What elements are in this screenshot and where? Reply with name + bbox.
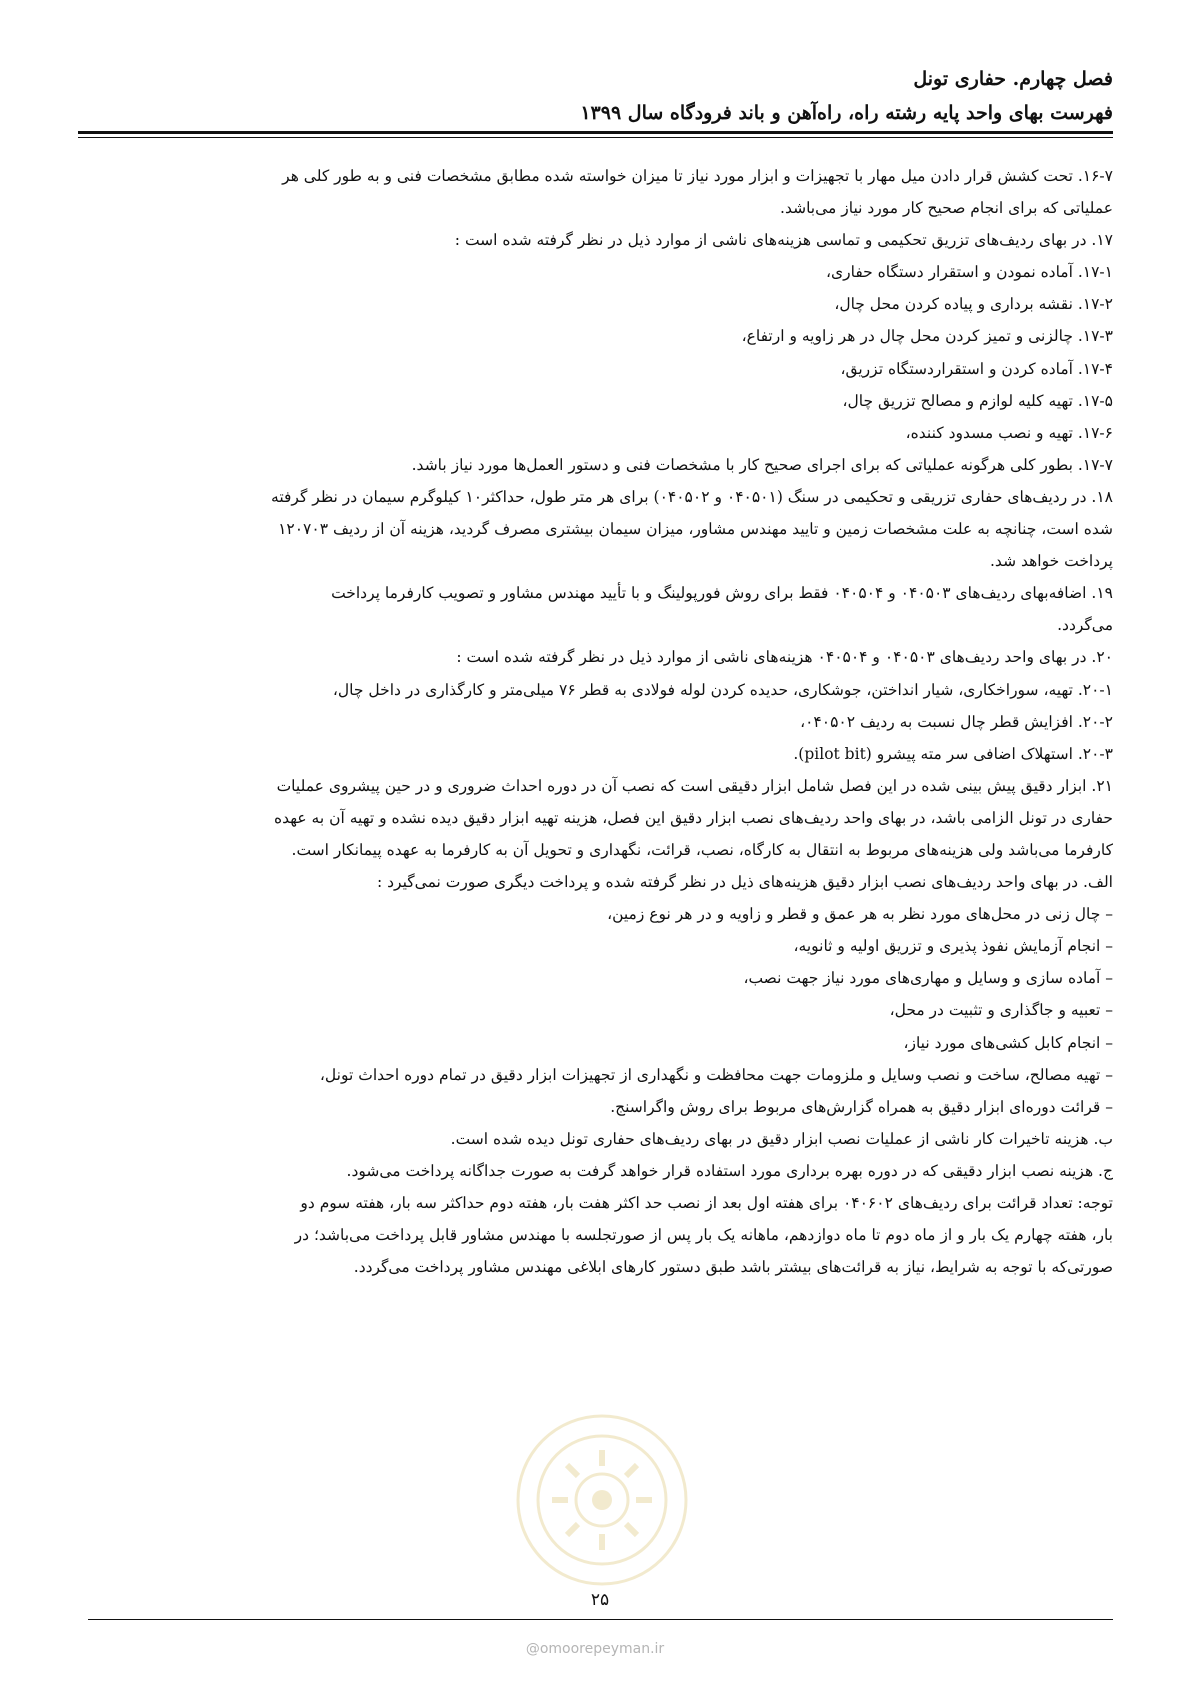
document-body xyxy=(78,160,1113,1283)
text-line: پرداخت خواهد شد. xyxy=(990,552,1113,571)
text-line: ۱۹. اضافه‌بهای ردیف‌های ۰۴۰۵۰۳ و ۰۴۰۵۰۴ فقط برای روش فورپولینگ و با تأیید مهندس مشاور و تصویب کارفرما پرداخت xyxy=(331,584,1113,603)
text-line: ۱۷-۵. تهیه کلیه لوازم و مصالح تزریق چال، xyxy=(842,391,1113,410)
text-line: ۱۶-۷. تحت کشش قرار دادن میل مهار با تجهیزات و ابزار مورد نیاز تا میزان خواسته شده مطابق مشخصات فنی و به طور کلی هر xyxy=(282,167,1113,185)
text-line: – تعبیه و جاگذاری و تثبیت در محل، xyxy=(889,1001,1113,1020)
text-line: حفاری در تونل الزامی باشد، در بهای واحد ردیف‌های نصب ابزار دقیق این فصل، هزینه تهیه ابزار دقیق دیده نشده و تهیه آن به عهده xyxy=(273,808,1113,827)
text-line: ۱۷-۲. نقشه برداری و پیاده کردن محل چال، xyxy=(834,295,1113,314)
text-line: بار، هفته چهارم یک بار و از ماه دوم تا ماه دوازدهم، ماهانه یک بار پس از صورتجلسه با مهندس مشاور قابل پرداخت می‌باشد؛ در xyxy=(294,1226,1113,1245)
text-line: – قرائت دوره‌ای ابزار دقیق به همراه گزارش‌های مربوط برای روش واگراسنج. xyxy=(610,1097,1113,1116)
chapter-title: فصل چهارم. حفاری تونل xyxy=(913,68,1113,90)
text-line: صورتی‌که با توجه به شرایط، نیاز به قرائت‌های بیشتر باشد طبق دستور کارهای ابلاغی مهندس مشاور پرداخت می‌گردد. xyxy=(353,1258,1113,1277)
header-rule-thick xyxy=(78,131,1113,134)
text-line: ۲۰. در بهای واحد ردیف‌های ۰۴۰۵۰۳ و ۰۴۰۵۰۴ هزینه‌های ناشی از موارد ذیل در نظر گرفته شده است : xyxy=(456,648,1113,667)
footer-rule xyxy=(88,1619,1113,1620)
page-header xyxy=(78,62,1113,130)
header-rule-thin xyxy=(78,137,1113,138)
text-line: ب. هزینه تاخیرات کار ناشی از عملیات نصب ابزار دقیق در بهای ردیف‌های حفاری تونل دیده شده است. xyxy=(450,1129,1113,1148)
text-line: ۱۷-۴. آماده کردن و استقراردستگاه تزریق، xyxy=(840,359,1113,378)
text-line: – آماده سازی و وسایل و مهاری‌های مورد نیاز جهت نصب، xyxy=(743,969,1113,988)
text-line: – تهیه مصالح، ساخت و نصب وسایل و ملزومات جهت محافظت و نگهداری از تجهیزات ابزار دقیق در تمام دوره احداث تونل، xyxy=(319,1065,1113,1084)
text-line: ۱۷-۳. چالزنی و تمیز کردن محل چال در هر زاویه و ارتفاع، xyxy=(741,327,1113,346)
text-line: ۲۱. ابزار دقیق پیش بینی شده در این فصل شامل ابزار دقیقی است که نصب آن در دوره احداث ضروری و در حین پیشروی عملیات xyxy=(276,776,1113,795)
text-line: ۲۰-۳. استهلاک اضافی سر مته پیشرو (pilot bit). xyxy=(793,744,1113,763)
text-line: ج. هزینه نصب ابزار دقیقی که در دوره بهره برداری مورد استفاده قرار خواهد گرفت به صورت جداگانه پرداخت می‌شود. xyxy=(346,1161,1113,1180)
watermark-seal-icon xyxy=(512,1410,692,1590)
text-line: – چال زنی در محل‌های مورد نظر به هر عمق و قطر و زاویه و در هر نوع زمین، xyxy=(607,905,1113,924)
text-line: ۱۸. در ردیف‌های حفاری تزریقی و تحکیمی در سنگ (۰۴۰۵۰۱ و ۰۴۰۵۰۲) برای هر متر طول، حداکثر۱۰ کیلوگرم سیمان در نظر گرفته xyxy=(271,487,1113,506)
website-watermark: @omoorepeyman.ir xyxy=(525,1641,665,1657)
text-line: ۱۷-۱. آماده نمودن و استقرار دستگاه حفاری، xyxy=(825,263,1113,282)
text-line: ۱۷. در بهای ردیف‌های تزریق تحکیمی و تماسی هزینه‌های ناشی از موارد ذیل در نظر گرفته شده است : xyxy=(454,231,1113,250)
text-line: ۱۷-۷. بطور کلی هرگونه عملیاتی که برای اجرای صحیح کار با مشخصات فنی و دستور العمل‌ها مورد نیاز باشد. xyxy=(411,455,1113,474)
text-line: شده است، چنانچه به علت مشخصات زمین و تایید مهندس مشاور، میزان سیمان بیشتری مصرف گردید، هزینه آن از ردیف ۱۲۰۷۰۳ xyxy=(278,520,1113,539)
text-line: الف. در بهای واحد ردیف‌های نصب ابزار دقیق هزینه‌های ذیل در نظر گرفته شده و پرداخت دیگری صورت نمی‌گیرد : xyxy=(376,873,1113,892)
text-line: ۱۷-۶. تهیه و نصب مسدود کننده، xyxy=(905,423,1113,442)
text-line: می‌گردد. xyxy=(1057,616,1113,635)
text-line: کارفرما می‌باشد ولی هزینه‌های مربوط به انتقال به کارگاه، نصب، قرائت، نگهداری و تحویل آن به کارفرما به عهده پیمانکار است. xyxy=(291,840,1113,859)
text-line: – انجام کابل کشی‌های مورد نیاز، xyxy=(903,1033,1113,1052)
text-line: عملیاتی که برای انجام صحیح کار مورد نیاز می‌باشد. xyxy=(780,199,1113,218)
price-list-title: فهرست بهای واحد پایه رشته راه، راه‌آهن و باند فرودگاه سال ۱۳۹۹ xyxy=(580,102,1113,124)
page-number: ۲۵ xyxy=(590,1590,610,1610)
text-line: – انجام آزمایش نفوذ پذیری و تزریق اولیه و ثانویه، xyxy=(793,937,1113,956)
text-line: ۲۰-۲. افزایش قطر چال نسبت به ردیف ۰۴۰۵۰۲، xyxy=(800,712,1113,731)
text-line: توجه: تعداد قرائت برای ردیف‌های ۰۴۰۶۰۲ برای هفته اول بعد از نصب حد اکثر هفت بار، هفته دوم حداکثر سه بار، هفته سوم دو xyxy=(300,1194,1113,1212)
text-line: ۲۰-۱. تهیه، سوراخکاری، شیار انداختن، جوشکاری، حدیده کردن لوله فولادی به قطر ۷۶ میلی‌متر و کارگذاری در داخل چال، xyxy=(332,680,1113,699)
